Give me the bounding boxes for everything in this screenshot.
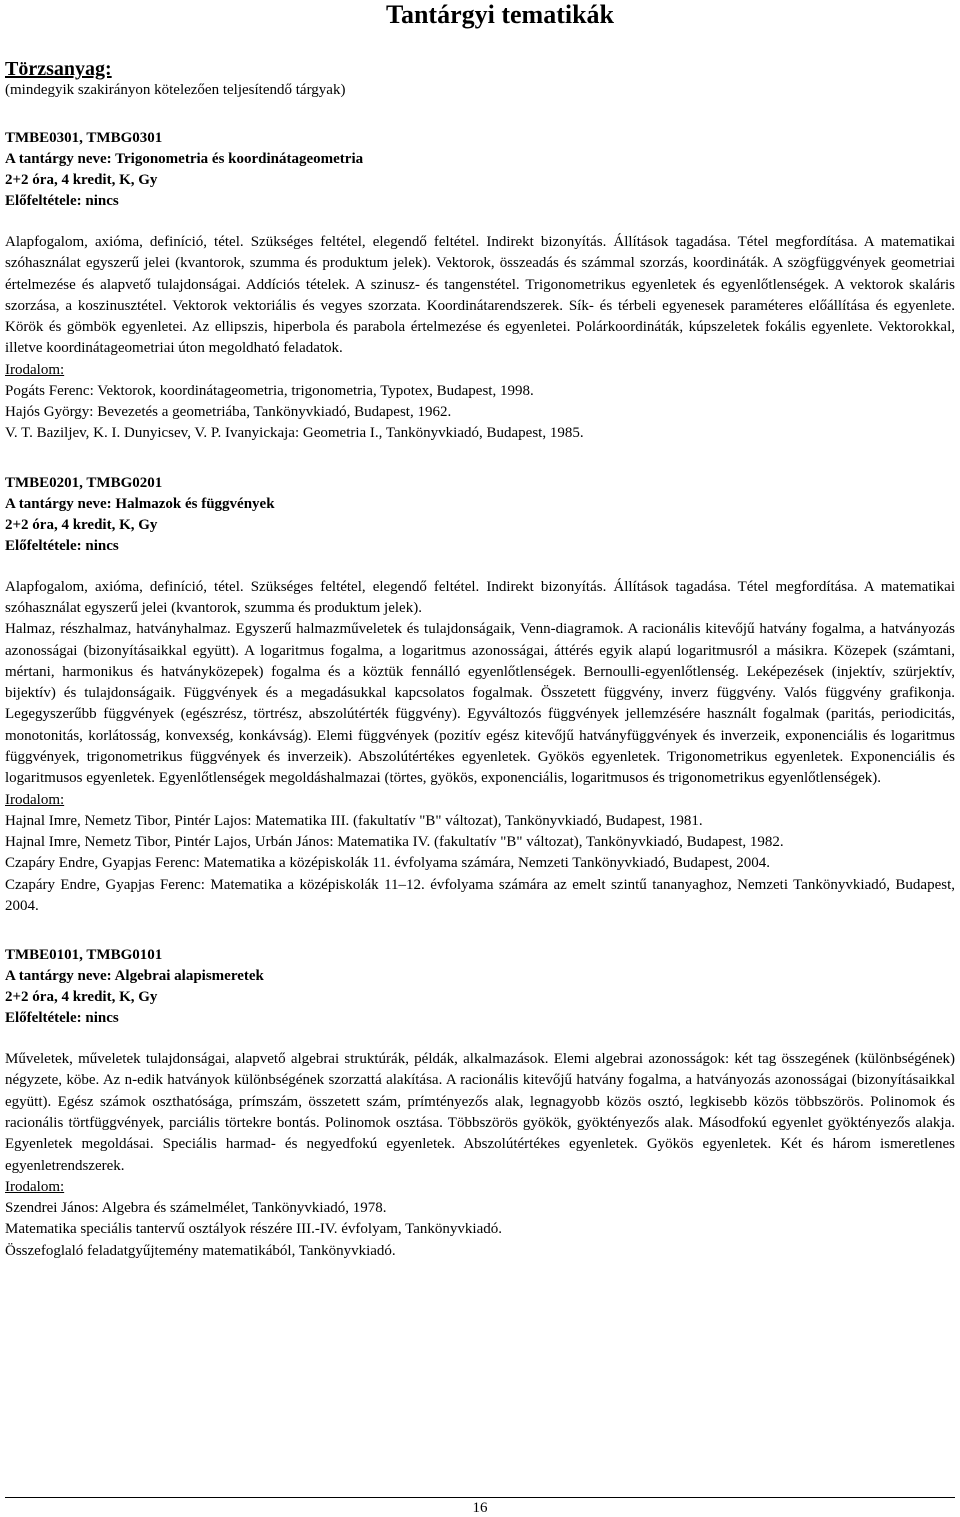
course-codes: TMBE0301, TMBG0301 — [5, 130, 163, 146]
reference-item: Szendrei János: Algebra és számelmélet, Tankönyvkiadó, 1978. — [5, 1199, 387, 1216]
course-block — [5, 473, 955, 917]
course-prereq: Előfeltétele: nincs — [5, 193, 119, 209]
course-description-continued: Halmaz, részhalmaz, hatványhalmaz. Egyszerű halmazműveletek és tulajdonságaik, Venn-diagramok. A racionális kitevőjű hatvány fogalma, a hatványozás azonosságai (bizonyításaikkal együtt). A logaritmus fogalma, a logaritmus azonosságai, áttérés egyik alapú logaritmusról a másikra. Közepek (számtani, mértani, harmonikus és hatványközepek) fogalma és a köztük fennálló egyenlőtlenségek. Bernoulli-egyenlőtlenség. Leképezések (injektív, szürjektív, bijektív) és tulajdonságaik. Függvények és a megadásukkal kapcsolatos fogalmak. Összetett függvény, inverz függvény. Valós függvény grafikonja. Legegyszerűbb függvények (egészrész, törtrész, abszolútérték függvény). Egyváltozós függvények jellemzésére használt fogalmak (paritás, periodicitás, monotonitás, korlátosság, konvexség, konkávság). Elemi függvények (pozitív egész kitevőjű hatványfüggvények és inverzeik, exponenciális és logaritmus függvények, trigonometrikus függvények és inverzeik). Abszolútértékes egyenletek. Gyökös egyenletek. Trigonometrikus egyenletek. Exponenciális és logaritmusos egyenletek. Egyenlőtlenségek megoldáshalmazai (törtes, gyökös, exponenciális, logaritmusos és trigonometrikus egyenlőtlenségek). — [5, 621, 955, 787]
reference-item: V. T. Baziljev, K. I. Dunyicsev, V. P. Ivanyickaja: Geometria I., Tankönyvkiadó, Budapest, 1985. — [5, 425, 584, 442]
reference-item: Hajós György: Bevezetés a geometriába, Tankönyvkiadó, Budapest, 1962. — [5, 404, 452, 421]
course-block — [5, 945, 955, 1262]
reference-item: Czapáry Endre, Gyapjas Ferenc: Matematika a középiskolák 11–12. évfolyama számára az emelt szintű tananyaghoz, Nemzeti Tankönyvkiadó, Budapest, 2004. — [5, 876, 955, 914]
document-page — [5, 0, 955, 1515]
literature-label: Irodalom: — [5, 1178, 65, 1195]
reference-item: Hajnal Imre, Nemetz Tibor, Pintér Lajos, Urbán János: Matematika IV. (fakultatív "B" változat), Tankönyvkiadó, Budapest, 1982. — [5, 833, 784, 850]
section-title: Törzsanyag: — [5, 58, 112, 80]
course-hours: 2+2 óra, 4 kredit, K, Gy — [5, 516, 158, 533]
course-name: A tantárgy neve: Halmazok és függvények — [5, 495, 275, 512]
footer-divider — [5, 1497, 955, 1498]
course-name: A tantárgy neve: Algebrai alapismeretek — [5, 968, 264, 985]
course-description: Műveletek, műveletek tulajdonságai, alapvető algebrai struktúrák, példák, alkalmazások. Elemi algebrai azonosságok: két tag összegének (különbségének) négyzete, köbe. Az n-edik hatványok különbségének szorzattá alakítása. A racionális kitevőjű hatvány fogalma, a hatványozás azonosságai (bizonyításaikkal együtt). Egész számok oszthatósága, prímszám, összetett szám, prímtényezős alak, legnagyobb közös osztó, legkisebb közös többszörös. Polinomok és racionális törtfüggvények, parciális törtekre bontás. Polinomok osztása. Többszörös gyökök, gyöktényezős alak. Másodfokú egyenlet gyöktényezős alakja. Egyenletek megoldásai. Speciális harmad- és negyedfokú egyenletek. Abszolútértékes egyenletek. Gyökös egyenletek. Két és három ismeretlenes egyenletrendszerek. — [5, 1051, 955, 1174]
course-name: A tantárgy neve: Trigonometria és koordinátageometria — [5, 151, 364, 167]
page-number: 16 — [472, 1500, 488, 1516]
reference-item: Hajnal Imre, Nemetz Tibor, Pintér Lajos: Matematika III. (fakultatív "B" változat), Tankönyvkiadó, Budapest, 1981. — [5, 812, 703, 829]
course-hours: 2+2 óra, 4 kredit, K, Gy — [5, 989, 158, 1006]
reference-item: Czapáry Endre, Gyapjas Ferenc: Matematika a középiskolák 11. évfolyama számára, Nemzeti Tankönyvkiadó, Budapest, 2004. — [5, 855, 770, 872]
reference-item: Pogáts Ferenc: Vektorok, koordinátageometria, trigonometria, Typotex, Budapest, 1998. — [5, 382, 534, 399]
course-codes: TMBE0201, TMBG0201 — [5, 474, 163, 491]
literature-label: Irodalom: — [5, 791, 65, 808]
course-description: Alapfogalom, axióma, definíció, tétel. Szükséges feltétel, elegendő feltétel. Indirekt bizonyítás. Állítások tagadása. Tétel megfordítása. A matematikai szóhasználat egyszerű jelei (kvantorok, szumma és produktum jelek). Vektorok, összeadás és számmal szorzás, koordináták. A szögfüggvények geometriai értelmezése és alapvető tulajdonságai. Addíciós tételek. A szinusz- és tangenstétel. Trigonometrikus egyenletek és egyenlőtlenségek. A vektorok skaláris szorzása, a koszinusztétel. Vektorok vektoriális és vegyes szorzata. Koordinátarendszerek. Sík- és térbeli egyenesek paraméteres előállítása és egyenlete. Körök és gömbök egyenletei. Az ellipszis, hiperbola és parabola értelmezése és egyenletei. Polárkoordináták, kúpszeletek fokális egyenlete. Vektorokkal, illetve koordinátageometriai úton megoldható feladatok. — [5, 234, 955, 357]
course-prereq: Előfeltétele: nincs — [5, 537, 119, 554]
literature-label: Irodalom: — [5, 361, 65, 378]
course-block — [5, 128, 955, 445]
reference-item: Összefoglaló feladatgyűjtemény matematikából, Tankönyvkiadó. — [5, 1242, 396, 1259]
course-hours: 2+2 óra, 4 kredit, K, Gy — [5, 172, 158, 188]
course-codes: TMBE0101, TMBG0101 — [5, 947, 163, 964]
course-description: Alapfogalom, axióma, definíció, tétel. Szükséges feltétel, elegendő feltétel. Indirekt bizonyítás. Állítások tagadása. Tétel megfordítása. A matematikai szóhasználat egyszerű jelei (kvantorok, szumma és produktum jelek). — [5, 578, 955, 616]
page-title: Tantárgyi tematikák — [386, 0, 614, 29]
reference-item: Matematika speciális tantervű osztályok részére III.-IV. évfolyam, Tankönyvkiadó. — [5, 1221, 502, 1238]
section-subtitle: (mindegyik szakirányon kötelezően teljesítendő tárgyak) — [5, 82, 346, 98]
course-prereq: Előfeltétele: nincs — [5, 1010, 119, 1027]
